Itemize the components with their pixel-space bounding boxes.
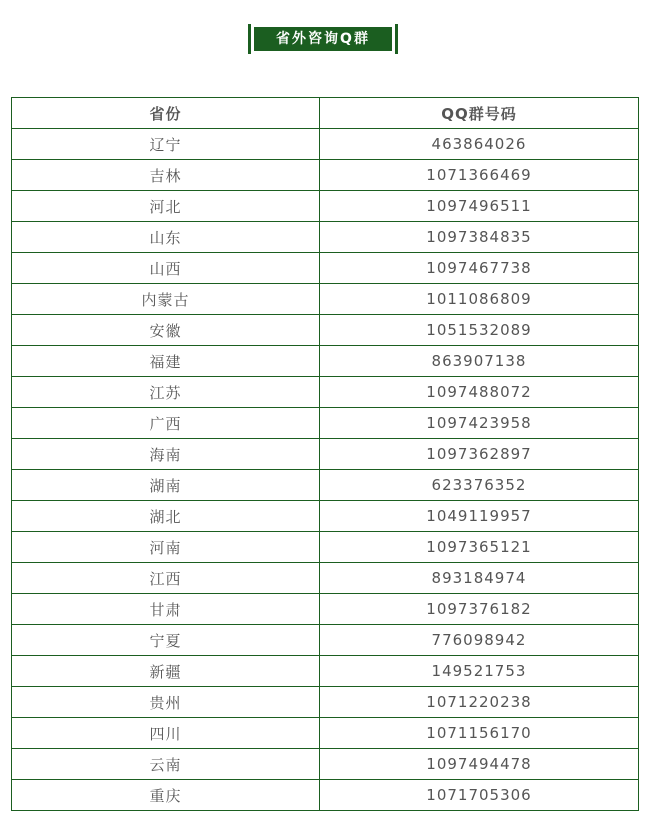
province-cell: 云南 xyxy=(12,749,320,780)
qq-number-cell: 1097365121 xyxy=(320,532,639,563)
province-cell: 吉林 xyxy=(12,160,320,191)
province-cell: 内蒙古 xyxy=(12,284,320,315)
qq-number-cell: 1071220238 xyxy=(320,687,639,718)
province-cell: 海南 xyxy=(12,439,320,470)
table-row xyxy=(12,718,639,749)
table-row xyxy=(12,408,639,439)
qq-number-cell: 863907138 xyxy=(320,346,639,377)
province-cell: 江西 xyxy=(12,563,320,594)
province-cell: 新疆 xyxy=(12,656,320,687)
table-row xyxy=(12,780,639,811)
table-row xyxy=(12,253,639,284)
province-cell: 四川 xyxy=(12,718,320,749)
table-row xyxy=(12,501,639,532)
province-cell: 湖南 xyxy=(12,470,320,501)
table-row xyxy=(12,315,639,346)
qq-number-cell: 1097467738 xyxy=(320,253,639,284)
province-cell: 河南 xyxy=(12,532,320,563)
qq-number-cell: 1049119957 xyxy=(320,501,639,532)
table-row xyxy=(12,129,639,160)
qq-number-cell: 1097494478 xyxy=(320,749,639,780)
qq-number-cell: 776098942 xyxy=(320,625,639,656)
table-row xyxy=(12,160,639,191)
qq-number-cell: 149521753 xyxy=(320,656,639,687)
province-cell: 甘肃 xyxy=(12,594,320,625)
qq-number-cell: 463864026 xyxy=(320,129,639,160)
qq-number-cell: 1097423958 xyxy=(320,408,639,439)
qq-number-cell: 1097376182 xyxy=(320,594,639,625)
province-cell: 福建 xyxy=(12,346,320,377)
province-cell: 山东 xyxy=(12,222,320,253)
table-row xyxy=(12,687,639,718)
table-row xyxy=(12,191,639,222)
qq-number-cell: 1097362897 xyxy=(320,439,639,470)
qq-number-cell: 1097488072 xyxy=(320,377,639,408)
column-header-qq-number: QQ群号码 xyxy=(320,98,639,129)
province-cell: 广西 xyxy=(12,408,320,439)
qq-number-cell: 1011086809 xyxy=(320,284,639,315)
title-banner xyxy=(248,24,398,54)
province-cell: 宁夏 xyxy=(12,625,320,656)
table-row xyxy=(12,439,639,470)
qq-number-cell: 1097496511 xyxy=(320,191,639,222)
column-header-province: 省份 xyxy=(12,98,320,129)
province-cell: 重庆 xyxy=(12,780,320,811)
page-title: 省外咨询Q群 xyxy=(254,27,392,51)
qq-number-cell: 1051532089 xyxy=(320,315,639,346)
table-row xyxy=(12,377,639,408)
province-cell: 辽宁 xyxy=(12,129,320,160)
table-row xyxy=(12,594,639,625)
qq-number-cell: 1097384835 xyxy=(320,222,639,253)
qq-number-cell: 1071366469 xyxy=(320,160,639,191)
province-cell: 江苏 xyxy=(12,377,320,408)
table-row xyxy=(12,532,639,563)
table-row xyxy=(12,346,639,377)
province-cell: 河北 xyxy=(12,191,320,222)
qq-group-table xyxy=(11,97,639,811)
table-row xyxy=(12,470,639,501)
table-row xyxy=(12,625,639,656)
province-cell: 山西 xyxy=(12,253,320,284)
table-header-row xyxy=(12,98,639,129)
qq-number-cell: 893184974 xyxy=(320,563,639,594)
table-row xyxy=(12,656,639,687)
table-row xyxy=(12,222,639,253)
table-row xyxy=(12,749,639,780)
table-row xyxy=(12,284,639,315)
qq-number-cell: 623376352 xyxy=(320,470,639,501)
qq-number-cell: 1071705306 xyxy=(320,780,639,811)
province-cell: 湖北 xyxy=(12,501,320,532)
qq-number-cell: 1071156170 xyxy=(320,718,639,749)
province-cell: 贵州 xyxy=(12,687,320,718)
table-row xyxy=(12,563,639,594)
province-cell: 安徽 xyxy=(12,315,320,346)
